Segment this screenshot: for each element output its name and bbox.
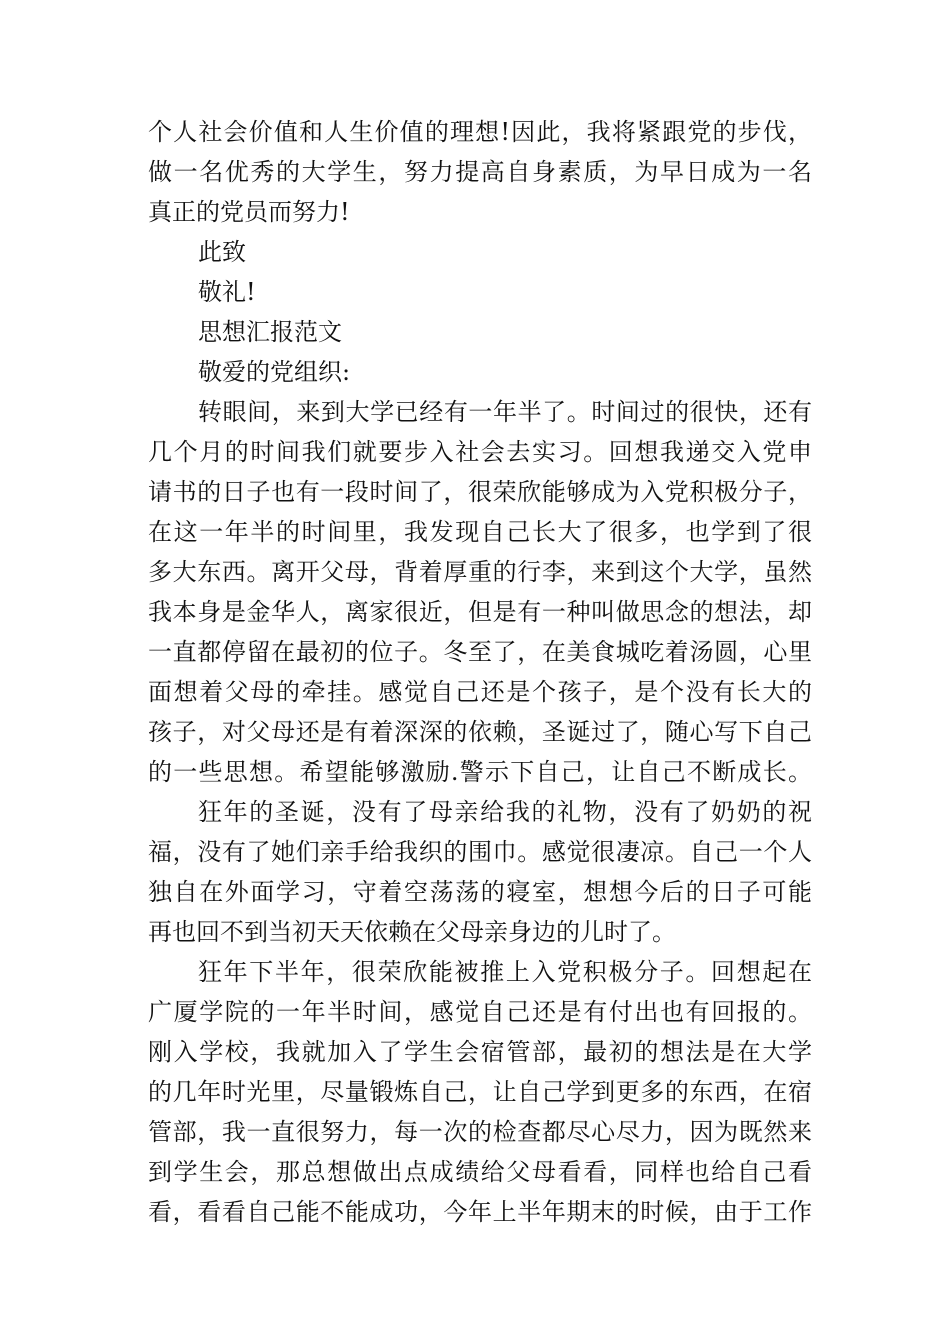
text-line: 请书的日子也有一段时间了，很荣欣能够成为入党积极分子， [148,478,812,506]
text-line: 此致 [198,238,246,266]
text-line: 管部，我一直很努力，每一次的检查都尽心尽力，因为既然来 [148,1118,812,1146]
text-line: 转眼间，来到大学已经有一年半了。时间过的很快，还有 [198,398,812,426]
text-line: 狂年的圣诞，没有了母亲给我的礼物，没有了奶奶的祝 [198,798,812,826]
text-line: 多大东西。离开父母，背着厚重的行李，来到这个大学，虽然 [148,558,812,586]
text-line: 真正的党员而努力! [148,198,350,226]
document-page [148,112,812,1232]
text-line: 面想着父母的牵挂。感觉自己还是个孩子，是个没有长大的 [148,678,812,706]
text-line: 看，看看自己能不能成功，今年上半年期末的时候，由于工作 [148,1198,812,1226]
text-line: 个人社会价值和人生价值的理想!因此，我将紧跟党的步伐， [148,118,812,146]
text-line: 孩子，对父母还是有着深深的依赖，圣诞过了，随心写下自己 [148,718,812,746]
text-line: 一直都停留在最初的位子。冬至了，在美食城吃着汤圆，心里 [148,638,812,666]
text-line: 的几年时光里，尽量锻炼自己，让自己学到更多的东西，在宿 [148,1078,812,1106]
text-line: 独自在外面学习，守着空荡荡的寝室，想想今后的日子可能 [148,878,812,906]
text-line: 在这一年半的时间里，我发现自己长大了很多，也学到了很 [148,518,812,546]
text-line: 狂年下半年，很荣欣能被推上入党积极分子。回想起在 [198,958,812,986]
text-line: 福，没有了她们亲手给我织的围巾。感觉很凄凉。自己一个人 [148,838,812,866]
text-line: 我本身是金华人，离家很近，但是有一种叫做思念的想法，却 [148,598,812,626]
text-line: 的一些思想。希望能够激励.警示下自己，让自己不断成长。 [148,758,812,786]
text-line: 敬礼! [198,278,256,306]
text-line: 几个月的时间我们就要步入社会去实习。回想我递交入党申 [148,438,812,466]
text-line: 广厦学院的一年半时间，感觉自己还是有付出也有回报的。 [148,998,812,1026]
text-line: 做一名优秀的大学生，努力提高自身素质，为早日成为一名 [148,158,812,186]
text-line: 刚入学校，我就加入了学生会宿管部，最初的想法是在大学 [148,1038,812,1066]
text-line: 思想汇报范文 [198,318,342,346]
text-line: 敬爱的党组织: [198,358,351,386]
text-line: 到学生会，那总想做出点成绩给父母看看，同样也给自己看 [148,1158,812,1186]
text-line: 再也回不到当初天天依赖在父母亲身边的儿时了。 [148,918,676,946]
